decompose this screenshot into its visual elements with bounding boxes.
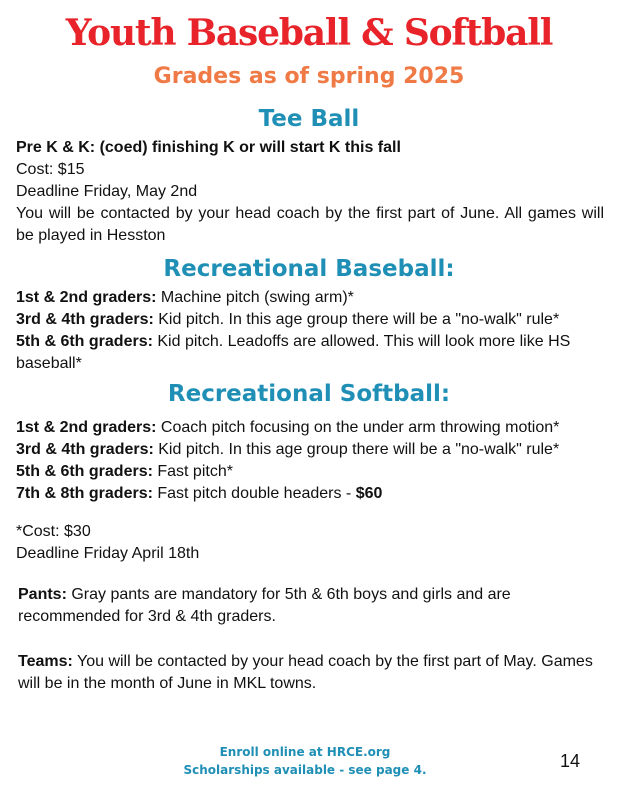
baseball-item: 5th & 6th graders: Kid pitch. Leadoffs are allowed. This will look more like HS baseball* [16, 333, 571, 372]
baseball-heading: Recreational Baseball: [163, 256, 455, 282]
softball-item: 1st & 2nd graders: Coach pitch focusing on the under arm throwing motion* [16, 419, 560, 436]
baseball-item: 1st & 2nd graders: Machine pitch (swing arm)* [16, 289, 354, 306]
softball-price: $60 [355, 485, 383, 502]
page-title: Youth Baseball & Softball [65, 12, 553, 54]
baseball-item: 3rd & 4th graders: Kid pitch. In this age group there will be a "no-walk" rule* [16, 311, 560, 328]
softball-item: 7th & 8th graders: Fast pitch double headers - $60 [16, 485, 383, 502]
deadline-note: Deadline Friday April 18th [16, 545, 200, 562]
teeball-deadline: Deadline Friday, May 2nd [16, 183, 198, 200]
page-number: 14 [560, 751, 581, 771]
softball-item: 3rd & 4th graders: Kid pitch. In this age group there will be a "no-walk" rule* [16, 441, 560, 458]
teeball-eligibility: Pre K & K: (coed) finishing K or will start K this fall [16, 139, 401, 156]
pants-note: Pants: Gray pants are mandatory for 5th & 6th boys and girls and are recommended for 3rd & 4th graders. [18, 586, 511, 625]
footer-scholarships: Scholarships available - see page 4. [183, 763, 427, 777]
page-subtitle: Grades as of spring 2025 [153, 64, 465, 89]
cost-note: *Cost: $30 [16, 523, 91, 540]
footer [150, 743, 460, 779]
teeball-cost: Cost: $15 [16, 161, 85, 178]
softball-item: 5th & 6th graders: Fast pitch* [16, 463, 233, 480]
teams-note: Teams: You will be contacted by your head coach by the first part of May. Games will be in the month of June in MKL towns. [18, 653, 593, 692]
teeball-heading: Tee Ball [258, 106, 360, 132]
teeball-note: You will be contacted by your head coach by the first part of June. All games will be played in Hesston [16, 205, 604, 244]
footer-enroll: Enroll online at HRCE.org [219, 745, 391, 759]
softball-heading: Recreational Softball: [167, 381, 451, 407]
